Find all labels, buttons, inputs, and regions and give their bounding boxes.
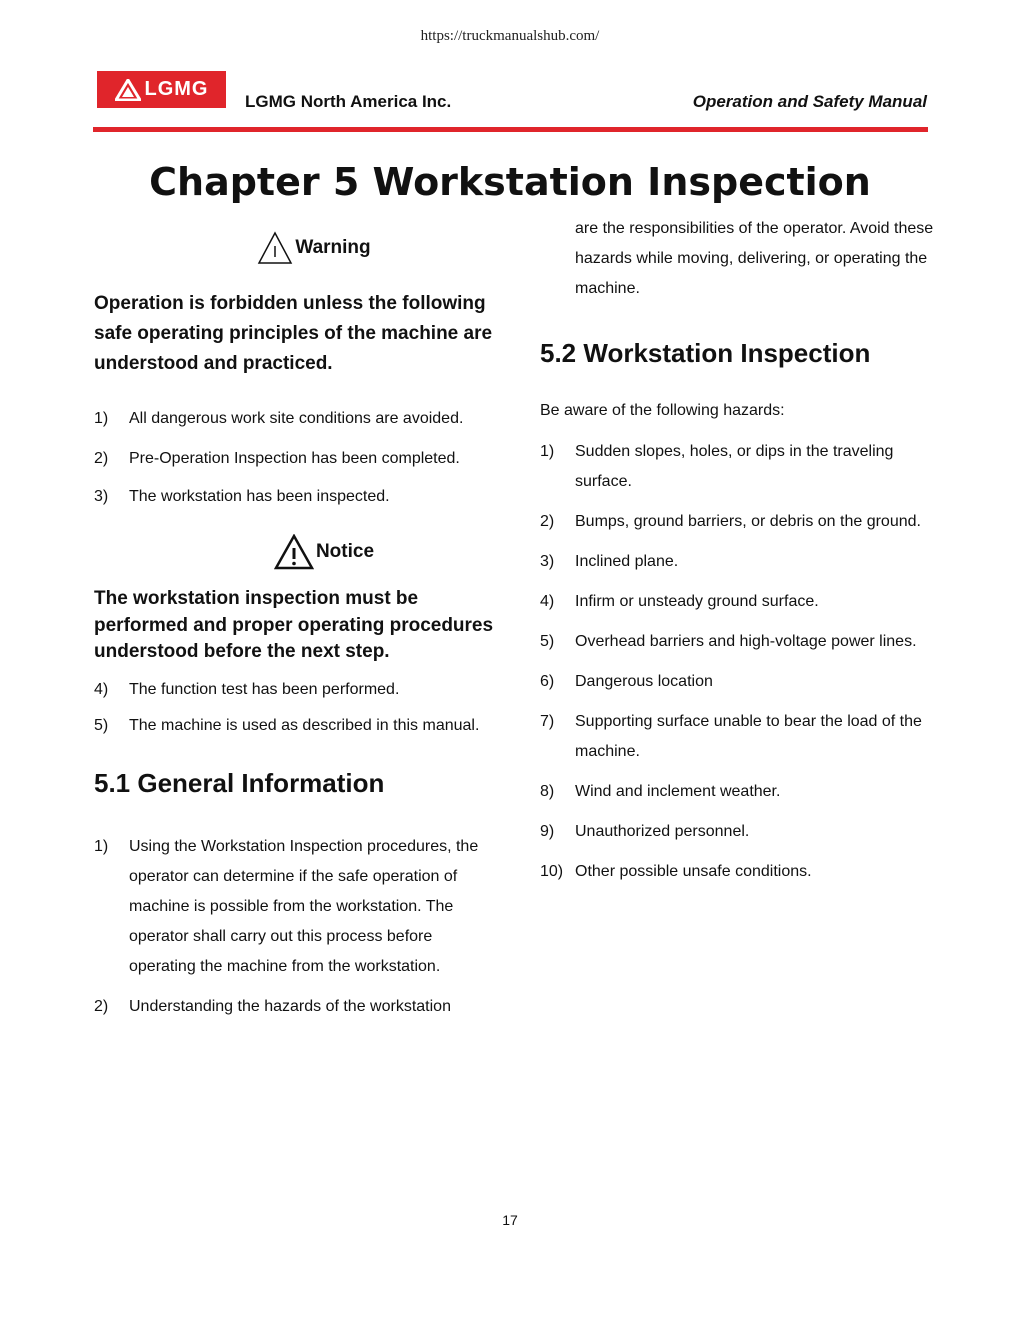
list-text: Inclined plane. <box>575 553 679 570</box>
list-item <box>540 587 935 617</box>
list-number: 6) <box>540 673 555 690</box>
list-number: 1) <box>94 410 109 427</box>
lgmg-logo <box>97 71 226 108</box>
logo-text: LGMG <box>144 78 209 100</box>
list-text: Using the Workstation Inspection procedures, the operator can determine if the safe operation of machine is possible from the workstation. The operator shall carry out this process before operating the machine from the workstation. <box>129 837 479 975</box>
list-item <box>540 667 935 697</box>
warning-header <box>134 228 494 268</box>
list-item <box>540 857 935 887</box>
list-text: Infirm or unsteady ground surface. <box>575 593 819 610</box>
list-item <box>94 444 494 474</box>
list-item <box>540 437 935 497</box>
section-5-2-heading: 5.2 Workstation Inspection <box>540 338 871 368</box>
list-number: 5) <box>94 716 109 734</box>
notice-header <box>154 532 494 572</box>
general-info-continuation: are the responsibilities of the operator. Avoid these hazards while moving, delivering, or operating the machine. <box>575 220 934 297</box>
warning-label: Warning <box>295 237 371 258</box>
list-number: 8) <box>540 783 555 800</box>
list-text: Supporting surface unable to bear the load of the machine. <box>575 713 922 760</box>
chapter-title: Chapter 5 Workstation Inspection <box>149 160 871 204</box>
list-item <box>94 404 494 434</box>
list-item <box>94 678 494 702</box>
list-text: Unauthorized personnel. <box>575 823 750 840</box>
right-column <box>540 214 935 887</box>
header-divider <box>93 127 928 132</box>
list-text: The workstation has been inspected. <box>129 488 390 505</box>
list-text: Sudden slopes, holes, or dips in the traveling surface. <box>575 443 894 490</box>
list-number: 2) <box>540 513 555 530</box>
general-info-list <box>94 832 494 1022</box>
list-text: Pre-Operation Inspection has been completed. <box>129 450 460 467</box>
list-item <box>540 777 935 807</box>
hazards-list <box>540 437 935 887</box>
list-item <box>94 832 494 982</box>
list-number: 3) <box>94 488 109 505</box>
notice-triangle-icon <box>274 534 314 570</box>
list-text: All dangerous work site conditions are avoided. <box>129 410 464 427</box>
list-item <box>94 482 494 512</box>
notice-text: The workstation inspection must be performed and proper operating procedures understood before the next step. <box>94 588 494 662</box>
list-item <box>540 707 935 767</box>
source-url[interactable]: https://truckmanualshub.com/ <box>420 28 600 44</box>
list-number: 2) <box>94 997 109 1015</box>
warning-triangle-icon <box>257 231 293 265</box>
notice-label: Notice <box>315 541 375 562</box>
list-text: The function test has been performed. <box>129 680 400 698</box>
list-number: 4) <box>94 680 109 698</box>
notice-list <box>94 678 494 738</box>
list-text: Overhead barriers and high-voltage power lines. <box>575 633 917 650</box>
list-number: 3) <box>540 553 555 570</box>
section-5-1-heading: 5.1 General Information <box>94 767 385 798</box>
manual-title: Operation and Safety Manual <box>692 92 927 111</box>
left-column <box>94 228 494 1022</box>
list-number: 4) <box>540 593 555 610</box>
list-item <box>540 547 935 577</box>
list-text: Dangerous location <box>575 673 713 690</box>
list-item <box>94 714 494 738</box>
list-text: The machine is used as described in this manual. <box>129 716 480 734</box>
list-number: 2) <box>94 450 109 467</box>
list-item <box>540 817 935 847</box>
list-number: 7) <box>540 713 555 730</box>
list-number: 9) <box>540 823 555 840</box>
company-name: LGMG North America Inc. <box>245 92 452 111</box>
warning-list <box>94 404 494 512</box>
list-item <box>540 507 935 537</box>
list-item <box>540 627 935 657</box>
page-number: 17 <box>502 1212 518 1228</box>
list-number: 1) <box>540 443 555 460</box>
list-item <box>94 992 494 1022</box>
list-text: Other possible unsafe conditions. <box>575 863 812 880</box>
list-text: Understanding the hazards of the workstation <box>129 997 451 1015</box>
logo-mountain-icon <box>115 79 141 101</box>
list-text: Bumps, ground barriers, or debris on the ground. <box>575 513 921 530</box>
hazards-intro: Be aware of the following hazards: <box>540 402 785 419</box>
warning-text: Operation is forbidden unless the following safe operating principles of the machine are understood and practiced. <box>94 293 493 374</box>
list-number: 1) <box>94 837 109 855</box>
list-number: 10) <box>540 863 564 880</box>
list-text: Wind and inclement weather. <box>575 783 781 800</box>
list-number: 5) <box>540 633 555 650</box>
